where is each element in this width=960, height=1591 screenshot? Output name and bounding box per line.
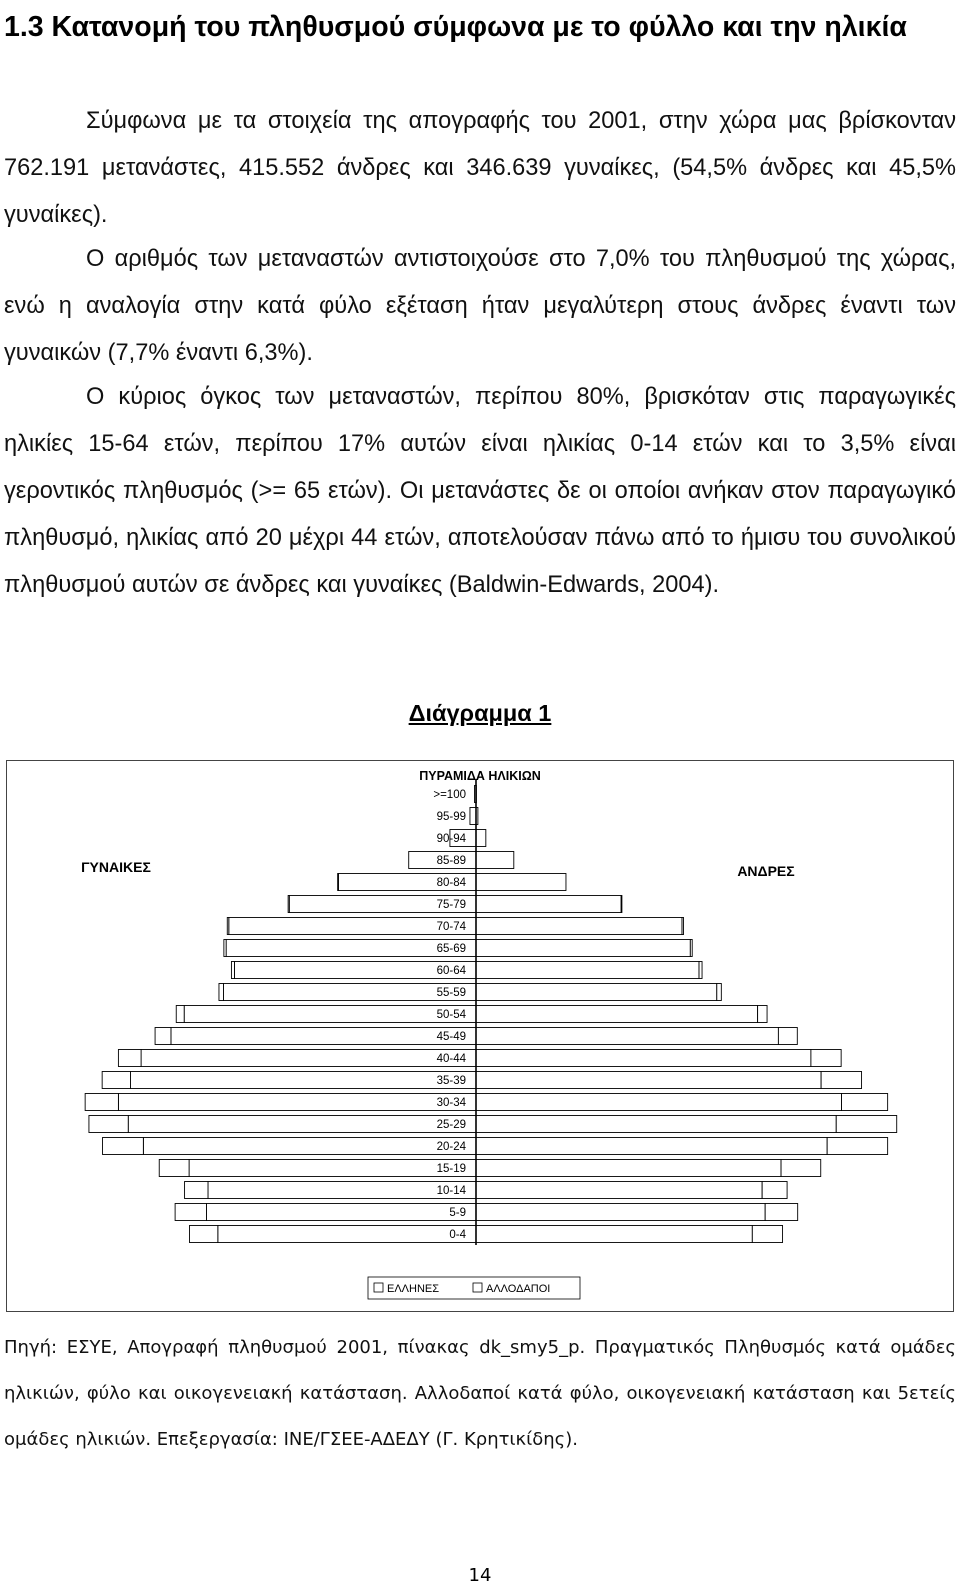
population-pyramid-chart: [6, 760, 954, 1312]
bar-men-foreigners: [717, 984, 722, 1001]
age-group-label: 95-99: [436, 811, 466, 823]
age-group-label: 15-19: [436, 1163, 466, 1175]
bar-men-greeks: [476, 1094, 842, 1111]
age-group-label: 70-74: [436, 921, 466, 933]
bar-men-greeks: [476, 1050, 811, 1067]
men-label: ΑΝΔΡΕΣ: [737, 863, 795, 879]
bar-women-foreigners: [227, 918, 229, 935]
bar-women-greeks: [184, 1006, 476, 1023]
bar-men-greeks: [476, 940, 690, 957]
bar-women-greeks: [206, 1204, 476, 1221]
bar-men-foreigners: [690, 940, 692, 957]
bar-men-foreigners: [621, 896, 622, 913]
bar-women-foreigners: [118, 1050, 141, 1067]
age-group-label: 45-49: [436, 1031, 466, 1043]
legend-label-foreigners: ΑΛΛΟΔΑΠΟΙ: [486, 1283, 551, 1295]
age-group-label: 75-79: [436, 899, 466, 911]
bar-women-greeks: [189, 1160, 476, 1177]
page-number: 14: [468, 1565, 492, 1586]
legend-swatch-foreigners: [473, 1283, 482, 1292]
source-note: Πηγή: ΕΣΥΕ, Απογραφή πληθυσμού 2001, πίνακας dk_smy5_p. Πραγματικός Πληθυσμός κατά ομάδες ηλικιών, φύλο και οικογενειακή κατάσταση. Αλλοδαποί κατά φύλο, οικογενειακή κατάσταση και 5ετείς ομάδες ηλικιών. Επεξεργασία: ΙΝΕ/ΓΣΕΕ-ΑΔΕΔΥ (Γ. Κρητικίδης).: [4, 1337, 956, 1450]
bar-men-foreigners: [682, 918, 684, 935]
bar-women-foreigners: [224, 940, 226, 957]
bar-men-greeks: [476, 874, 566, 891]
age-group-label: 85-89: [436, 855, 466, 867]
bar-men-foreigners: [821, 1072, 861, 1089]
bar-women-greeks: [143, 1138, 476, 1155]
age-group-label: 50-54: [436, 1009, 466, 1021]
bar-men-greeks: [476, 830, 486, 847]
bar-women-foreigners: [338, 874, 339, 891]
age-group-label: 30-34: [436, 1097, 466, 1109]
bar-men-greeks: [476, 852, 514, 869]
bar-men-greeks: [476, 984, 717, 1001]
legend-label-greeks: ΕΛΛΗΝΕΣ: [387, 1283, 440, 1295]
bar-men-greeks: [476, 1182, 762, 1199]
age-group-label: 60-64: [436, 965, 466, 977]
bar-women-foreigners: [231, 962, 234, 979]
age-group-label: 0-4: [449, 1229, 466, 1241]
bar-men-foreigners: [752, 1226, 782, 1243]
women-label: ΓΥΝΑΙΚΕΣ: [81, 859, 151, 875]
bar-women-foreigners: [103, 1138, 144, 1155]
bar-men-greeks: [476, 918, 682, 935]
bar-men-greeks: [476, 1204, 765, 1221]
bar-men-greeks: [476, 962, 699, 979]
age-group-label: 90-94: [436, 833, 466, 845]
legend-swatch-greeks: [374, 1283, 383, 1292]
bar-men-greeks: [476, 1116, 836, 1133]
bar-women-greeks: [118, 1094, 476, 1111]
age-group-label: 80-84: [436, 877, 466, 889]
bar-men-greeks: [476, 1006, 758, 1023]
chart-title: ΠΥΡΑΜΙΔΑ ΗΛΙΚΙΩΝ: [419, 769, 541, 783]
bar-women-foreigners: [219, 984, 224, 1001]
diagram-title: Διάγραμμα 1: [408, 700, 552, 726]
bar-men-foreigners: [842, 1094, 888, 1111]
age-group-label: 40-44: [436, 1053, 466, 1065]
bar-women-foreigners: [159, 1160, 189, 1177]
bar-women-greeks: [470, 808, 476, 825]
bar-women-foreigners: [85, 1094, 118, 1111]
bar-women-greeks: [141, 1050, 476, 1067]
bar-women-foreigners: [189, 1226, 217, 1243]
bar-men-foreigners: [765, 1204, 798, 1221]
bar-men-greeks: [476, 1226, 752, 1243]
age-group-label: 35-39: [436, 1075, 466, 1087]
section-heading: 1.3 Κατανομή του πληθυσμού σύμφωνα με το φύλλο και την ηλικία: [4, 11, 907, 43]
bar-women-foreigners: [155, 1028, 171, 1045]
bar-men-foreigners: [827, 1138, 887, 1155]
bar-women-foreigners: [288, 896, 289, 913]
age-group-label: 55-59: [436, 987, 466, 999]
bar-men-greeks: [476, 1072, 821, 1089]
paragraph-1: Σύμφωνα με τα στοιχεία της απογραφής του 2001, στην χώρα μας βρίσκονταν 762.191 μετανάστες, 415.552 άνδρες και 346.639 γυναίκες, (54,5% άνδρες και 45,5% γυναίκες).: [4, 108, 956, 228]
age-group-label: 5-9: [449, 1207, 466, 1219]
age-group-label: >=100: [433, 789, 466, 801]
bar-women-greeks: [128, 1116, 476, 1133]
bar-men-greeks: [476, 1138, 827, 1155]
bar-women-foreigners: [175, 1204, 206, 1221]
bar-men-foreigners: [836, 1116, 896, 1133]
bar-women-foreigners: [185, 1182, 208, 1199]
age-group-label: 65-69: [436, 943, 466, 955]
bar-men-greeks: [476, 896, 621, 913]
bar-women-foreigners: [102, 1072, 130, 1089]
bar-men-greeks: [476, 1028, 778, 1045]
bar-women-greeks: [218, 1226, 476, 1243]
bar-men-foreigners: [699, 962, 702, 979]
bar-women-foreigners: [176, 1006, 184, 1023]
age-group-label: 20-24: [436, 1141, 466, 1153]
bar-women-greeks: [171, 1028, 476, 1045]
bar-men-foreigners: [778, 1028, 797, 1045]
bar-women-greeks: [131, 1072, 476, 1089]
bar-men-foreigners: [811, 1050, 841, 1067]
bar-men-foreigners: [758, 1006, 767, 1023]
paragraph-3: Ο κύριος όγκος των μεταναστών, περίπου 80%, βρισκόταν στις παραγωγικές ηλικίες 15-64 ετών, περίπου 17% αυτών είναι ηλικίας 0-14 ετών και το 3,5% είναι γεροντικός πληθυσμός (>= 65 ετών). Οι μετανάστες δε οι οποίοι ανήκαν στον παραγωγικό πληθυσμό, ηλικίας από 20 μέχρι 44 ετών, αποτελούσαν πάνω από το ήμισυ του συνολικού πληθυσμού αυτών σε άνδρες και γυναίκες (Baldwin-Edwards, 2004).: [4, 384, 956, 598]
bar-men-greeks: [476, 1160, 781, 1177]
paragraph-2: Ο αριθμός των μεταναστών αντιστοιχούσε στο 7,0% του πληθυσμού της χώρας, ενώ η αναλογία στην κατά φύλο εξέταση ήταν μεγαλύτερη στους άνδρες έναντι των γυναικών (7,7% έναντι 6,3%).: [4, 246, 956, 366]
age-group-label: 25-29: [436, 1119, 466, 1131]
bar-women-foreigners: [89, 1116, 128, 1133]
bar-men-foreigners: [762, 1182, 787, 1199]
age-group-label: 10-14: [436, 1185, 466, 1197]
bar-men-foreigners: [781, 1160, 821, 1177]
